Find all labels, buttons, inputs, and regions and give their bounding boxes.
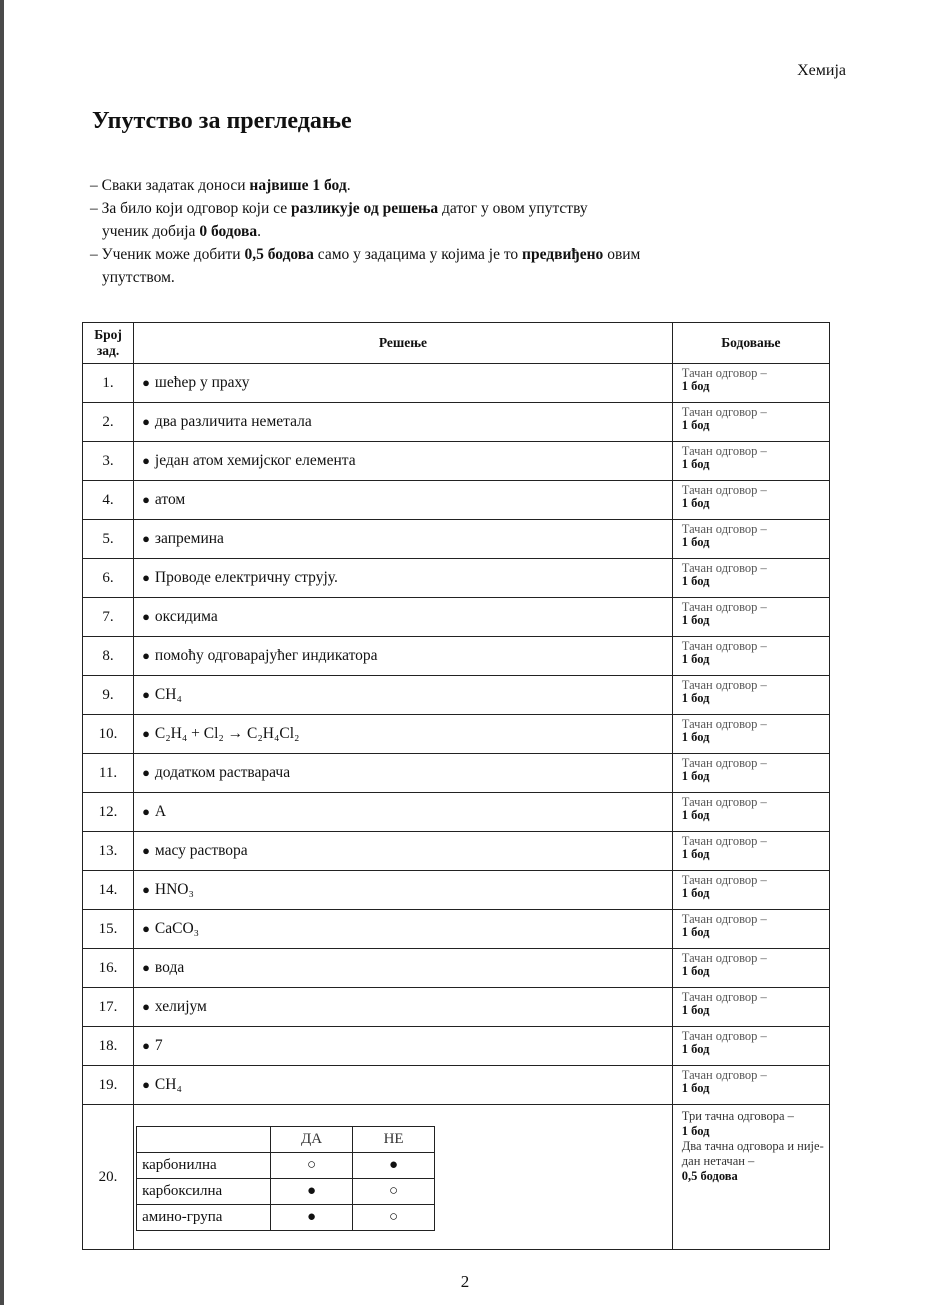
functional-groups-table bbox=[136, 1126, 435, 1231]
task-number: 2. bbox=[83, 403, 134, 442]
instruction-text: датог у овом упутству bbox=[438, 200, 588, 217]
task-solution bbox=[134, 637, 673, 676]
header-task-number: Број зад. bbox=[83, 323, 134, 364]
answer-text: CH₄ bbox=[154, 686, 182, 703]
task-solution bbox=[134, 1066, 673, 1105]
score-points: 1 бод bbox=[681, 925, 710, 939]
bullet-icon: ● bbox=[142, 687, 150, 702]
table-row bbox=[83, 676, 830, 715]
task-solution bbox=[134, 832, 673, 871]
task-number: 9. bbox=[83, 676, 134, 715]
task-scoring bbox=[672, 559, 829, 598]
task-scoring bbox=[672, 949, 829, 988]
bullet-icon: ● bbox=[142, 843, 150, 858]
table-body bbox=[83, 364, 830, 1250]
score-line: Тачан одговор – bbox=[681, 522, 767, 536]
group-label: амино-група bbox=[137, 1204, 271, 1230]
bullet-icon: ● bbox=[142, 960, 150, 975]
inner-header-blank bbox=[137, 1126, 271, 1152]
score-points: 1 бод bbox=[681, 496, 710, 510]
task-scoring bbox=[672, 754, 829, 793]
inner-header-yes: ДА bbox=[271, 1126, 353, 1152]
score-line: Тачан одговор – bbox=[681, 483, 767, 497]
task-scoring bbox=[672, 1027, 829, 1066]
score-points: 1 бод bbox=[681, 574, 710, 588]
score-line: Тачан одговор – bbox=[681, 717, 767, 731]
task-scoring bbox=[672, 637, 829, 676]
task-scoring bbox=[672, 715, 829, 754]
table-row bbox=[83, 988, 830, 1027]
task-number: 7. bbox=[83, 598, 134, 637]
task-solution bbox=[134, 676, 673, 715]
score-line: Тачан одговор – bbox=[681, 990, 767, 1004]
score-line: Тачан одговор – bbox=[681, 1029, 767, 1043]
task-number: 8. bbox=[83, 637, 134, 676]
score-line: Тачан одговор – bbox=[681, 756, 767, 770]
task-number: 11. bbox=[83, 754, 134, 793]
task-scoring bbox=[672, 598, 829, 637]
task-solution bbox=[134, 871, 673, 910]
score-points: 1 бод bbox=[681, 886, 710, 900]
task-solution bbox=[134, 403, 673, 442]
task-solution bbox=[134, 1105, 673, 1250]
task-scoring bbox=[672, 520, 829, 559]
yes-mark: ○ bbox=[271, 1152, 353, 1178]
task-number: 20. bbox=[83, 1105, 134, 1250]
instruction-text: само у задацима у којима је то bbox=[313, 246, 523, 263]
score-line: Тачан одговор – bbox=[681, 873, 767, 887]
task-scoring bbox=[672, 481, 829, 520]
instruction-continuation: упутством. bbox=[102, 269, 175, 286]
score-points: 1 бод bbox=[681, 964, 710, 978]
task-number: 15. bbox=[83, 910, 134, 949]
table-row bbox=[83, 1027, 830, 1066]
score-points: 1 бод bbox=[681, 418, 710, 432]
task-solution bbox=[134, 559, 673, 598]
group-label: карбоксилна bbox=[137, 1178, 271, 1204]
table-row bbox=[83, 1066, 830, 1105]
instruction-text: За било који одговор који се bbox=[101, 200, 291, 217]
task-solution bbox=[134, 910, 673, 949]
score-points: 1 бод bbox=[681, 652, 710, 666]
score-line: Тачан одговор – bbox=[681, 678, 767, 692]
score-line: Тачан одговор – bbox=[681, 951, 767, 965]
task-number: 6. bbox=[83, 559, 134, 598]
answer-text: оксидима bbox=[154, 608, 218, 625]
table-header-row bbox=[83, 323, 830, 364]
instruction-text: Ученик може добити bbox=[101, 246, 245, 263]
inner-row bbox=[137, 1152, 435, 1178]
no-mark: ○ bbox=[353, 1204, 435, 1230]
task-number: 10. bbox=[83, 715, 134, 754]
score-points: 1 бод bbox=[681, 535, 710, 549]
bullet-icon: ● bbox=[142, 414, 150, 429]
score-line: Тачан одговор – bbox=[681, 834, 767, 848]
instruction-bold: предвиђено bbox=[522, 246, 604, 263]
instruction-item: – Сваки задатак доноси највише 1 бод. bbox=[90, 177, 351, 194]
task-solution bbox=[134, 442, 673, 481]
task-number: 16. bbox=[83, 949, 134, 988]
answer-text: CaCO₃ bbox=[154, 920, 200, 937]
no-mark: ○ bbox=[353, 1178, 435, 1204]
table-row-20 bbox=[83, 1105, 830, 1250]
instruction-bold: 0 бодова bbox=[199, 223, 258, 240]
group-label: карбонилна bbox=[137, 1152, 271, 1178]
inner-header-no: НЕ bbox=[353, 1126, 435, 1152]
bullet-icon: ● bbox=[142, 726, 150, 741]
inner-row bbox=[137, 1204, 435, 1230]
table-row bbox=[83, 364, 830, 403]
task-number: 12. bbox=[83, 793, 134, 832]
score-points: 1 бод bbox=[681, 730, 710, 744]
task-scoring bbox=[672, 832, 829, 871]
answer-text: Проводе електричну струју. bbox=[154, 569, 338, 586]
instruction-text: ученик добија bbox=[102, 223, 200, 240]
score-points: 1 бод bbox=[681, 691, 710, 705]
bullet-icon: ● bbox=[142, 999, 150, 1014]
table-row bbox=[83, 715, 830, 754]
task-number: 14. bbox=[83, 871, 134, 910]
score-points: 1 бод bbox=[681, 847, 710, 861]
table-row bbox=[83, 637, 830, 676]
score-line: Тачан одговор – bbox=[681, 912, 767, 926]
bullet-icon: ● bbox=[142, 570, 150, 585]
answer-text: масу раствора bbox=[154, 842, 248, 859]
yes-mark: ● bbox=[271, 1178, 353, 1204]
no-mark: ● bbox=[353, 1152, 435, 1178]
instruction-item: – За било који одговор који се разликује од решења датог у овом упутству ученик добија 0 бодова. bbox=[90, 197, 810, 243]
task-solution bbox=[134, 988, 673, 1027]
task-scoring bbox=[672, 1105, 829, 1250]
task-number: 17. bbox=[83, 988, 134, 1027]
answer-text: вода bbox=[154, 959, 185, 976]
instruction-text: . bbox=[346, 177, 351, 194]
bullet-icon: ● bbox=[142, 375, 150, 390]
header-solution: Решење bbox=[134, 323, 673, 364]
task-scoring bbox=[672, 793, 829, 832]
bullet-icon: ● bbox=[142, 1038, 150, 1053]
table-row bbox=[83, 949, 830, 988]
table-row bbox=[83, 793, 830, 832]
task-solution bbox=[134, 949, 673, 988]
score-line: Тачан одговор – bbox=[681, 639, 767, 653]
task-solution bbox=[134, 520, 673, 559]
bullet-icon: ● bbox=[142, 921, 150, 936]
answer-text: додатком растварача bbox=[154, 764, 291, 781]
instruction-text: Сваки задатак доноси bbox=[101, 177, 250, 194]
task-scoring bbox=[672, 403, 829, 442]
score-line: Тачан одговор – bbox=[681, 1068, 767, 1082]
instruction-text: овим bbox=[603, 246, 641, 263]
task-scoring bbox=[672, 988, 829, 1027]
score-points: 1 бод bbox=[681, 1124, 710, 1138]
score-line: Тачан одговор – bbox=[681, 366, 767, 380]
answer-text: два различита неметала bbox=[154, 413, 312, 430]
bullet-icon: ● bbox=[142, 882, 150, 897]
page-edge-bar bbox=[0, 0, 4, 1305]
instruction-text: . bbox=[257, 223, 261, 240]
task-scoring bbox=[672, 1066, 829, 1105]
table-row bbox=[83, 559, 830, 598]
task-solution bbox=[134, 715, 673, 754]
answer-text: А bbox=[154, 803, 167, 820]
table-row bbox=[83, 871, 830, 910]
task-number: 1. bbox=[83, 364, 134, 403]
task-scoring bbox=[672, 910, 829, 949]
yes-mark: ● bbox=[271, 1204, 353, 1230]
instruction-bold: највише 1 бод bbox=[249, 177, 347, 194]
score-points: 1 бод bbox=[681, 808, 710, 822]
bullet-icon: ● bbox=[142, 492, 150, 507]
task-scoring bbox=[672, 442, 829, 481]
instruction-continuation bbox=[90, 220, 810, 243]
task-solution bbox=[134, 364, 673, 403]
task-solution bbox=[134, 754, 673, 793]
task-solution bbox=[134, 481, 673, 520]
answer-text: шећер у праху bbox=[154, 374, 250, 391]
task-scoring bbox=[672, 364, 829, 403]
bullet-icon: ● bbox=[142, 453, 150, 468]
task-solution bbox=[134, 793, 673, 832]
task-solution bbox=[134, 598, 673, 637]
table-row bbox=[83, 754, 830, 793]
task-number: 19. bbox=[83, 1066, 134, 1105]
answer-text: HNO₃ bbox=[154, 881, 194, 898]
task-number: 18. bbox=[83, 1027, 134, 1066]
score-points: 1 бод bbox=[681, 1081, 710, 1095]
page-title: Упутство за прегледање bbox=[92, 108, 352, 134]
bullet-icon: ● bbox=[142, 804, 150, 819]
score-line: Два тачна одговора и ниједан нетачан – bbox=[681, 1139, 824, 1168]
score-points: 1 бод bbox=[681, 457, 710, 471]
score-line: Тачан одговор – bbox=[681, 600, 767, 614]
score-points: 0,5 бодова bbox=[681, 1169, 738, 1183]
score-points: 1 бод bbox=[681, 613, 710, 627]
answer-text: хелијум bbox=[154, 998, 207, 1015]
score-points: 1 бод bbox=[681, 379, 710, 393]
table-row bbox=[83, 442, 830, 481]
task-solution bbox=[134, 1027, 673, 1066]
score-points: 1 бод bbox=[681, 1042, 710, 1056]
answer-text: CH₄ bbox=[154, 1076, 182, 1093]
bullet-icon: ● bbox=[142, 609, 150, 624]
grading-table bbox=[82, 322, 830, 1250]
score-line: Тачан одговор – bbox=[681, 561, 767, 575]
instruction-item: – Ученик може добити 0,5 бодова само у задацима у којима је то предвиђено овим упутством. bbox=[90, 243, 810, 289]
task-number: 3. bbox=[83, 442, 134, 481]
score-points: 1 бод bbox=[681, 1003, 710, 1017]
answer-text: запремина bbox=[154, 530, 224, 547]
table-row bbox=[83, 481, 830, 520]
answer-text: атом bbox=[154, 491, 186, 508]
table-row bbox=[83, 910, 830, 949]
instruction-bold: 0,5 бодова bbox=[244, 246, 314, 263]
task-number: 13. bbox=[83, 832, 134, 871]
answer-text: C₂H₄ + Cl₂ → C₂H₄Cl₂ bbox=[154, 725, 300, 742]
score-line: Тачан одговор – bbox=[681, 444, 767, 458]
answer-text: 7 bbox=[154, 1037, 163, 1054]
task-scoring bbox=[672, 676, 829, 715]
bullet-icon: ● bbox=[142, 531, 150, 546]
table-row bbox=[83, 832, 830, 871]
page-number: 2 bbox=[460, 1272, 470, 1291]
score-line: Тачан одговор – bbox=[681, 405, 767, 419]
bullet-icon: ● bbox=[142, 648, 150, 663]
table-row bbox=[83, 598, 830, 637]
task-number: 4. bbox=[83, 481, 134, 520]
instructions-list bbox=[90, 174, 810, 289]
bullet-icon: ● bbox=[142, 1077, 150, 1092]
score-points: 1 бод bbox=[681, 769, 710, 783]
header-subject: Хемија bbox=[797, 62, 846, 79]
task-number: 5. bbox=[83, 520, 134, 559]
table-row bbox=[83, 403, 830, 442]
header-scoring: Бодовање bbox=[672, 323, 829, 364]
instruction-bold: разликује од решења bbox=[290, 200, 439, 217]
task-scoring bbox=[672, 871, 829, 910]
score-line: Три тачна одговора – bbox=[681, 1109, 794, 1123]
inner-header-row bbox=[137, 1126, 435, 1152]
answer-text: један атом хемијског елемента bbox=[154, 452, 356, 469]
table-row bbox=[83, 520, 830, 559]
inner-row bbox=[137, 1178, 435, 1204]
answer-text: помоћу одговарајућег индикатора bbox=[154, 647, 378, 664]
score-line: Тачан одговор – bbox=[681, 795, 767, 809]
bullet-icon: ● bbox=[142, 765, 150, 780]
